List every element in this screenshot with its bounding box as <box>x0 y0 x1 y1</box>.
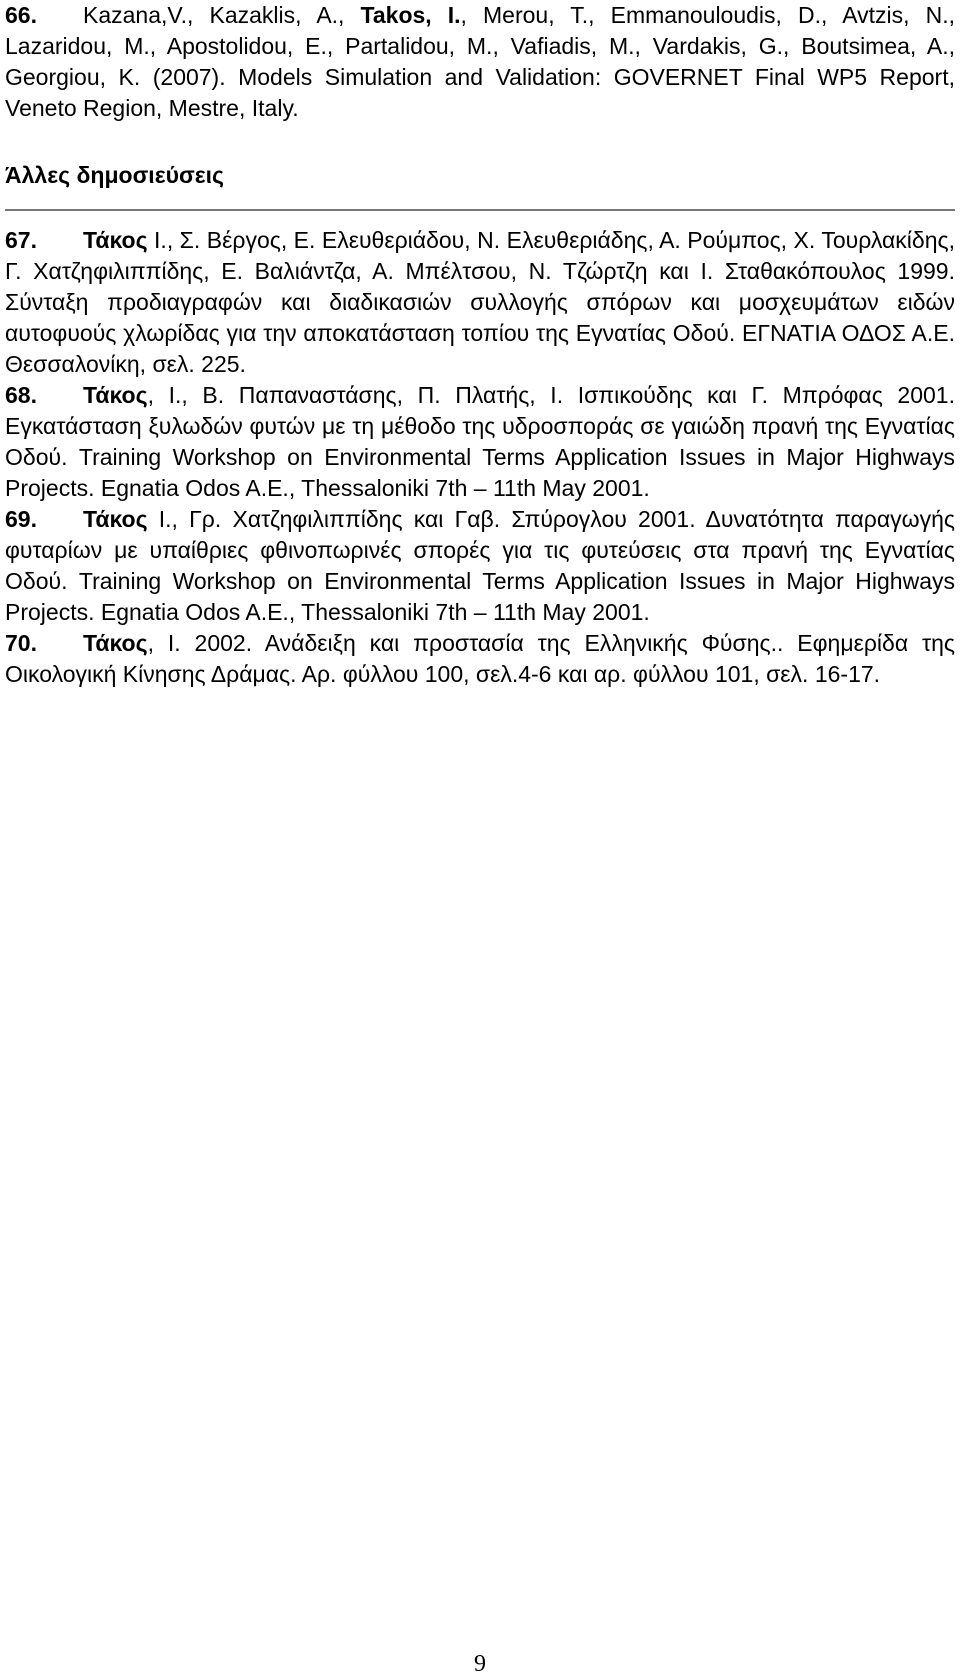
reference-author-highlight: Τάκος <box>83 630 148 656</box>
reference-number: 67. <box>5 227 37 253</box>
reference-69 <box>5 504 955 628</box>
reference-number: 70. <box>5 630 37 656</box>
reference-text: Ι., Σ. Βέργος, Ε. Ελευθεριάδου, Ν. Ελευθεριάδης, Α. Ρούμπος, Χ. Τουρλακίδης, Γ. Χατζηφιλιππίδης, Ε. Βαλιάντζα, Α. Μπέλτσου, Ν. Τζώρτζη και Ι. Σταθακόπουλος 1999. Σύνταξη προδιαγραφών και διαδικασιών συλλογής σπόρων και μοσχευμάτων ειδών αυτοφυούς χλωρίδας για την αποκατάσταση τοπίου της Εγνατίας Οδού. ΕΓΝΑΤΙΑ ΟΔΟΣ Α.Ε. Θεσσαλονίκη, σελ. 225. <box>5 227 955 377</box>
page-number: 9 <box>474 1651 486 1677</box>
section-divider <box>5 209 955 211</box>
reference-author-highlight: Τάκος <box>83 506 148 532</box>
reference-number: 69. <box>5 506 37 532</box>
reference-66 <box>5 0 955 124</box>
reference-author-highlight: Τάκος <box>83 382 148 408</box>
reference-number: 68. <box>5 382 37 408</box>
reference-70 <box>5 628 955 690</box>
reference-author-highlight: Takos, I. <box>360 2 461 28</box>
reference-text: , Ι., Β. Παπαναστάσης, Π. Πλατής, Ι. Ισπικούδης και Γ. Μπρόφας 2001. Εγκατάσταση ξυλωδών φυτών με τη μέθοδο της υδροσποράς σε γαιώδη πρανή της Εγνατίας Οδού. Training Workshop on Environmental Terms Application Issues in Major Highways Projects. Egnatia Odos A.E., Thessaloniki 7th – 11th May 2001. <box>5 382 955 501</box>
reference-author-highlight: Τάκος <box>83 227 148 253</box>
reference-68 <box>5 380 955 504</box>
reference-authors-prefix: Kazana,V., Kazaklis, A., <box>83 2 361 28</box>
reference-number: 66. <box>5 2 37 28</box>
section-heading: Άλλες δημοσιεύσεις <box>5 162 225 188</box>
reference-text: , Ι. 2002. Ανάδειξη και προστασία της Ελληνικής Φύσης.. Εφημερίδα της Οικολογική Κίνησης Δράμας. Αρ. φύλλου 100, σελ.4-6 και αρ. φύλλου 101, σελ. 16-17. <box>5 630 955 687</box>
reference-text: Ι., Γρ. Χατζηφιλιππίδης και Γαβ. Σπύρογλου 2001. Δυνατότητα παραγωγής φυταρίων με υπαίθριες φθινοπωρινές σπορές για τις φυτεύσεις στα πρανή της Εγνατίας Οδού. Training Workshop on Environmental Terms Application Issues in Major Highways Projects. Egnatia Odos A.E., Thessaloniki 7th – 11th May 2001. <box>5 506 955 625</box>
reference-67 <box>5 225 955 380</box>
reference-text: , Merou, T., Emmanouloudis, D., Avtzis, N., Lazaridou, M., Apostolidou, E., Partalidou, M., Vafiadis, M., Vardakis, G., Boutsimea, A., Georgiou, K. (2007). Models Simulation and Validation: GOVERNET Final WP5 Report, Veneto Region, Mestre, Italy. <box>5 2 955 121</box>
document-page <box>5 0 955 690</box>
